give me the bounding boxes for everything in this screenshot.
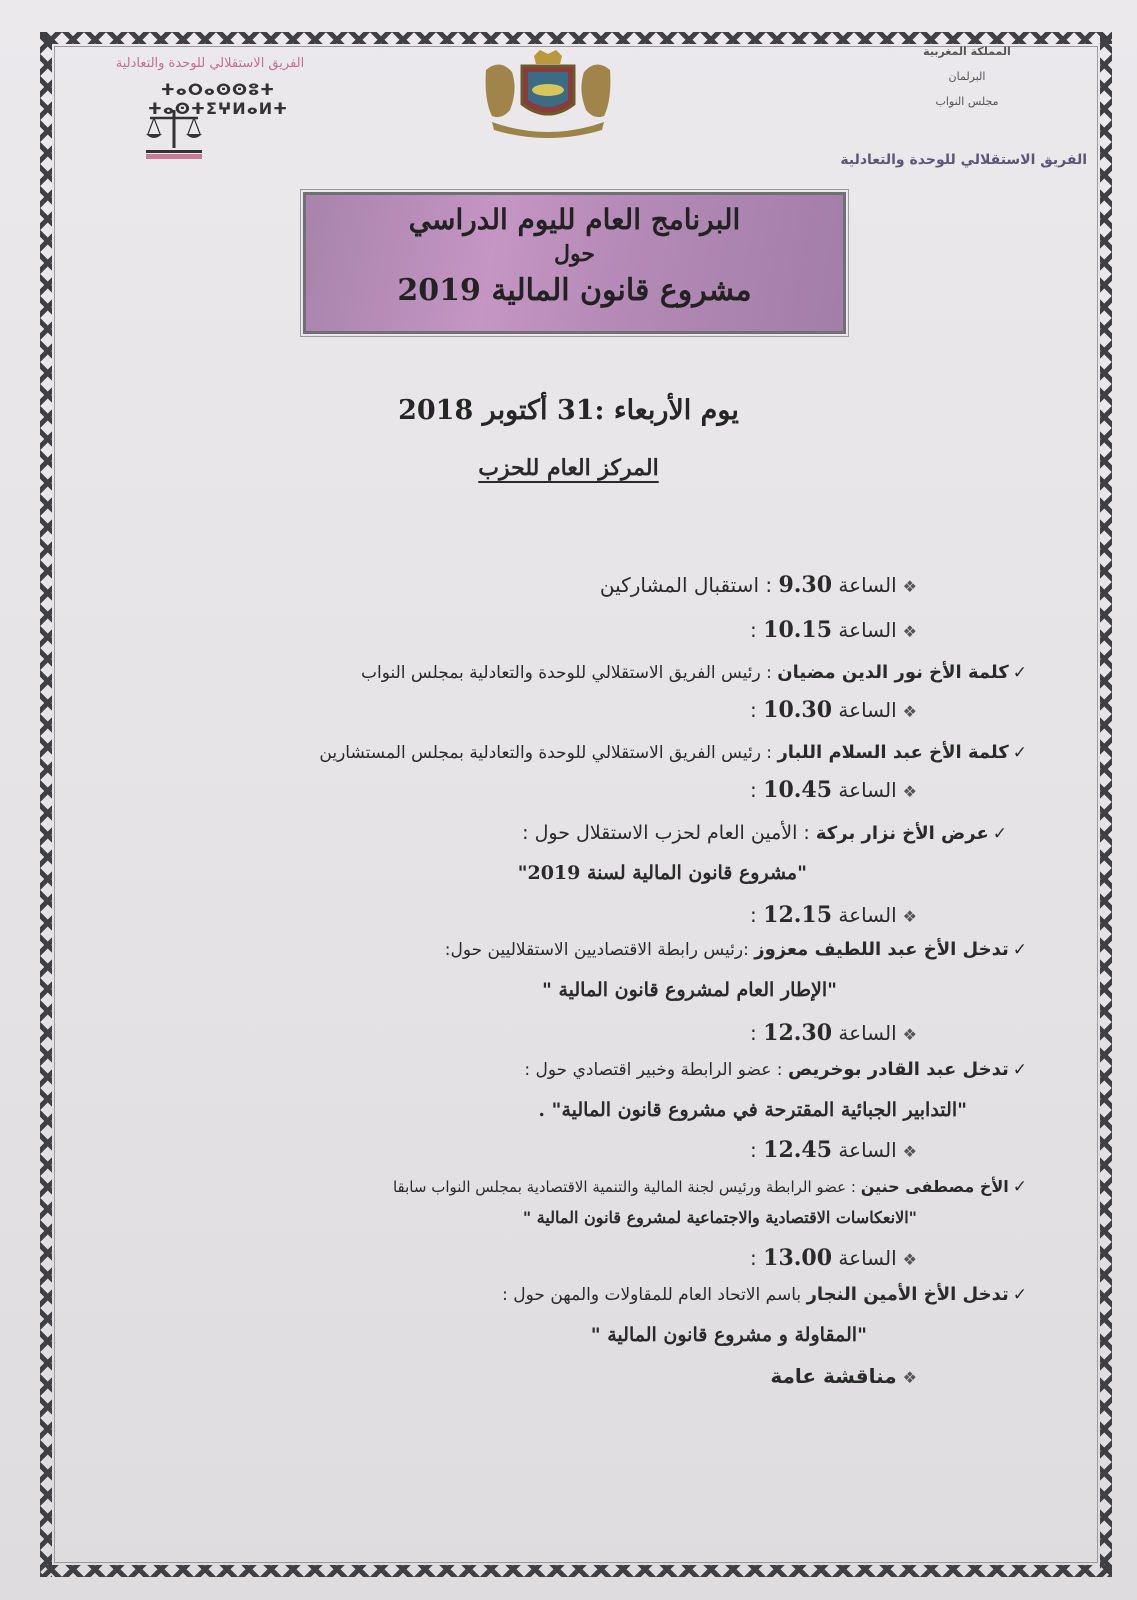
diamond-bullet-icon: ❖	[902, 782, 917, 801]
schedule-item-topic: "المقاولة و مشروع قانون المالية "	[590, 1324, 867, 1346]
diamond-bullet-icon: ❖	[902, 1250, 917, 1269]
schedule-item-time: ❖الساعة 10.30 :	[750, 697, 917, 723]
schedule-item-topic: "التدابير الجبائية المقترحة في مشروع قانون المالية" .	[538, 1099, 967, 1121]
schedule-item-speaker: ✓كلمة الأخ عبد السلام اللبار : رئيس الفريق الاستقلالي للوحدة والتعادلية بمجلس المستشارين	[319, 742, 1027, 763]
schedule-item-topic: "مشروع قانون المالية لسنة 2019"	[517, 862, 807, 884]
program-title-box	[303, 192, 846, 334]
event-date: يوم الأربعاء :31 أكتوبر 2018	[398, 395, 739, 426]
schedule-item-speaker: ✓الأخ مصطفى حنين : عضو الرابطة ورئيس لجنة المالية والتنمية الاقتصادية بمجلس النواب سابقا	[392, 1177, 1027, 1197]
diamond-bullet-icon: ❖	[902, 622, 917, 641]
checkmark-icon: ✓	[1012, 940, 1027, 960]
schedule-item-time: ❖الساعة 12.45 :	[750, 1137, 917, 1163]
schedule-item-topic: "الانعكاسات الاقتصادية والاجتماعية لمشروع قانون المالية "	[522, 1208, 917, 1227]
title-line-1: البرنامج العام لليوم الدراسي	[408, 203, 741, 236]
checkmark-icon: ✓	[1012, 1177, 1027, 1197]
schedule-item-time: ❖الساعة 10.15 :	[750, 617, 917, 643]
border-bottom	[40, 1565, 1112, 1577]
schedule-item-speaker: ✓تدخل عبد القادر بوخريص : عضو الرابطة وخبير اقتصادي حول :	[524, 1059, 1027, 1080]
checkmark-icon: ✓	[992, 824, 1007, 844]
checkmark-icon: ✓	[1012, 663, 1027, 683]
border-right	[1100, 32, 1112, 1577]
schedule-item-speaker: ✓كلمة الأخ نور الدين مضيان : رئيس الفريق الاستقلالي للوحدة والتعادلية بمجلس النواب	[360, 662, 1027, 683]
schedule-item-topic: "الإطار العام لمشروع قانون المالية "	[541, 979, 837, 1001]
title-line-2: حول	[554, 241, 595, 267]
checkmark-icon: ✓	[1012, 1060, 1027, 1080]
schedule-item-time: ❖الساعة 9.30 : استقبال المشاركين	[599, 572, 917, 598]
schedule-item-time: ❖الساعة 13.00 :	[750, 1245, 917, 1271]
chamber-name: مجلس النواب	[935, 95, 999, 108]
event-venue	[0, 455, 1137, 481]
schedule-item-time: ❖الساعة 12.30 :	[750, 1020, 917, 1046]
schedule-item-speaker: ✓عرض الأخ نزار بركة : الأمين العام لحزب الاستقلال حول :	[522, 822, 1007, 844]
institution-header	[867, 45, 1067, 120]
title-line-3: مشروع قانون المالية 2019	[397, 273, 752, 308]
border-top	[40, 32, 1112, 44]
venue-text: المركز العام للحزب	[478, 455, 659, 481]
parliamentary-group-name: الفريق الاستقلالي للوحدة والتعادلية	[840, 152, 1087, 168]
group-name-arabic: الفريق الاستقلالي للوحدة والتعادلية	[115, 56, 305, 71]
diamond-bullet-icon: ❖	[902, 702, 917, 721]
group-name-tifinagh: ⵜⴰⵔⴰⵙⵙⵓⵜ ⵜⴰⵙⵜⵉⵖⵍⴰⵍⵜ	[147, 80, 289, 118]
checkmark-icon: ✓	[1012, 743, 1027, 763]
diamond-bullet-icon: ❖	[902, 1142, 917, 1161]
diamond-bullet-icon: ❖	[902, 907, 917, 926]
schedule-item-time: ❖الساعة 12.15 :	[750, 902, 917, 928]
diamond-bullet-icon: ❖	[902, 1025, 917, 1044]
schedule-item-speaker: ✓تدخل الأخ الأمين النجار باسم الاتحاد العام للمقاولات والمهن حول :	[502, 1284, 1027, 1305]
schedule-item-time: ❖الساعة 10.45 :	[750, 777, 917, 803]
kingdom-name: المملكة المغربية	[923, 45, 1011, 58]
parliament-name: البرلمان	[948, 70, 986, 83]
border-left	[40, 32, 52, 1577]
checkmark-icon: ✓	[1012, 1285, 1027, 1305]
scales-of-justice-icon	[144, 108, 204, 160]
moroccan-coat-of-arms-icon	[478, 50, 618, 140]
schedule-item-closing: ❖مناقشة عامة	[770, 1364, 917, 1388]
schedule-item-speaker: ✓تدخل الأخ عبد اللطيف معزوز :رئيس رابطة الاقتصاديين الاستقلاليين حول:	[444, 939, 1027, 960]
diamond-bullet-icon: ❖	[902, 1368, 917, 1387]
diamond-bullet-icon: ❖	[902, 577, 917, 596]
